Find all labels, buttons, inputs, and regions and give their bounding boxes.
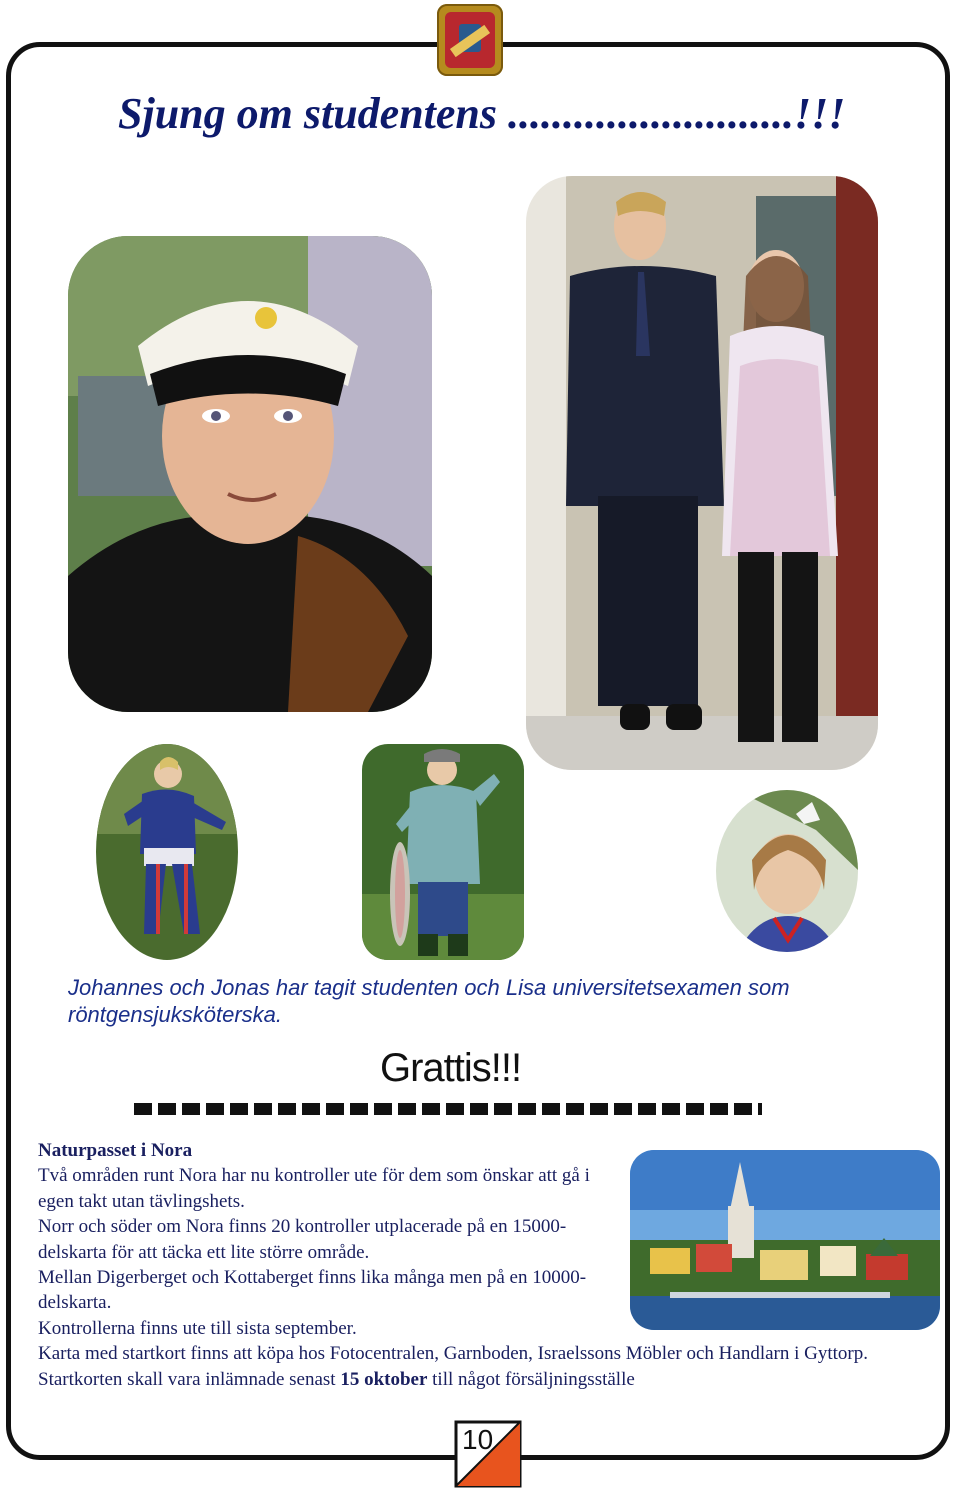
deadline-date: 15 oktober: [340, 1368, 428, 1390]
article-heading: Naturpasset i Nora: [38, 1140, 193, 1161]
deadline-text-start: Startkorten skall vara inlämnade senast: [38, 1368, 341, 1390]
couple-doorway-photo: [526, 176, 878, 770]
club-emblem-icon: [437, 4, 503, 76]
girl-portrait-photo: [716, 790, 858, 952]
child-fishing-photo: [362, 744, 524, 960]
photo-caption: Johannes och Jonas har tagit studenten och Lisa universitetsexamen som röntgensjuksköterska.: [68, 975, 790, 1027]
child-running-photo: [96, 744, 238, 960]
article-paragraph: Kontrollerna finns ute till sista september.: [38, 1317, 357, 1339]
page-title: Sjung om studentens ..........................!!!: [118, 89, 846, 138]
naturpasset-article: [38, 1138, 918, 1392]
article-paragraph: Karta med startkort finns att köpa hos Fotocentralen, Garnboden, Israelssons Möbler och Handlarn i Gyttorp.: [38, 1343, 868, 1365]
dashed-divider: [134, 1103, 762, 1115]
orienteering-flag-icon: [452, 1420, 524, 1490]
article-paragraph: Mellan Digerberget och Kottaberget finns lika många men på en 10000-delskarta.: [38, 1267, 587, 1314]
article-deadline: [38, 1367, 918, 1392]
article-paragraph: Två områden runt Nora har nu kontroller ute för dem som önskar att gå i egen takt utan tävlingshets.: [38, 1165, 590, 1212]
article-paragraph: Norr och söder om Nora finns 20 kontroller utplacerade på en 15000-delskarta för att täcka ett lite större område.: [38, 1216, 567, 1263]
page-number: 10: [462, 1424, 494, 1455]
grattis-heading: Grattis!!!: [380, 1046, 522, 1090]
graduate-cap-portrait: [68, 236, 432, 712]
deadline-text-end: till något försäljningsställe: [427, 1368, 635, 1390]
